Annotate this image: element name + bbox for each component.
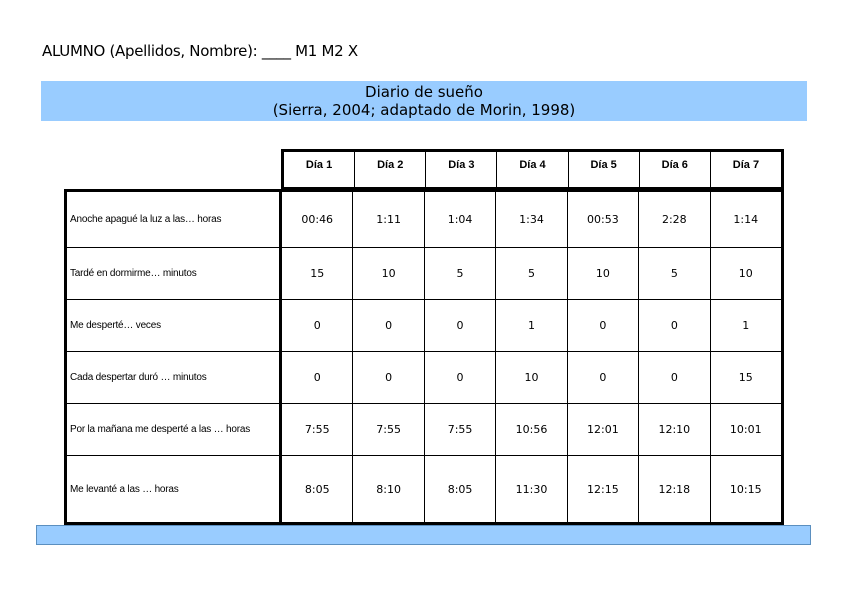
table-cell: 10:01 [710,404,781,455]
table-cell: 11:30 [495,456,566,522]
table-cell: 7:55 [424,404,495,455]
table-cell: 12:01 [567,404,638,455]
table-row-got-up [67,455,781,522]
table-cell: 0 [567,352,638,403]
row-label: Me levanté a las … horas [67,456,282,522]
day-header-row [281,149,784,189]
table-cell: 0 [313,371,321,384]
table-cell: 8:05 [304,482,330,496]
student-name-line: ALUMNO (Apellidos, Nombre): ____ M1 M2 X [42,42,358,60]
table-cell: 1:11 [352,192,423,247]
table-cell: 1:14 [710,192,781,247]
table-cell: 12:15 [567,456,638,522]
row-label: Cada despertar duró … minutos [67,352,282,403]
table-cell: 10 [495,352,566,403]
table-row-sleep-latency [67,247,781,299]
table-cell: 10:15 [710,456,781,522]
table-cell: 0 [567,300,638,351]
table-cell: 1:04 [424,192,495,247]
day-header-3: Día 3 [425,152,496,187]
diary-title: Diario de sueño [365,83,483,101]
footer-band [36,525,811,545]
table-cell: 5 [424,248,495,299]
day-header-5: Día 5 [568,152,639,187]
table-cell: 0 [638,352,709,403]
table-cell: 8:05 [424,456,495,522]
table-cell: 1:34 [495,192,566,247]
row-label: Me desperté… veces [67,300,282,351]
table-row-woke-up [67,403,781,455]
title-banner [41,81,807,121]
table-cell: 0 [424,300,495,351]
table-cell: 10 [352,248,423,299]
table-row-lights-off [67,192,781,247]
row-label: Tardé en dormirme… minutos [67,248,282,299]
table-row-awakening-duration [67,351,781,403]
table-cell: 5 [638,248,709,299]
row-label: Por la mañana me desperté a las … horas [67,404,282,455]
day-header-1: Día 1 [305,159,333,171]
diary-subtitle: (Sierra, 2004; adaptado de Morin, 1998) [272,101,576,119]
table-cell: 1 [495,300,566,351]
table-cell: 8:10 [352,456,423,522]
table-cell: 10:56 [495,404,566,455]
table-cell: 0 [352,300,423,351]
table-cell: 7:55 [304,423,330,436]
table-cell: 0 [352,352,423,403]
table-cell: 00:46 [301,213,334,226]
table-cell: 2:28 [638,192,709,247]
table-cell: 0 [313,319,321,332]
table-cell: 15 [310,267,325,280]
table-row-awakenings [67,299,781,351]
table-cell: 0 [424,352,495,403]
table-cell: 12:10 [638,404,709,455]
table-cell: 10 [567,248,638,299]
day-header-4: Día 4 [496,152,567,187]
table-cell: 10 [710,248,781,299]
table-cell: 00:53 [567,192,638,247]
day-header-2: Día 2 [354,152,425,187]
table-cell: 7:55 [352,404,423,455]
day-header-6: Día 6 [639,152,710,187]
sleep-diary-table [64,189,784,525]
table-cell: 12:18 [638,456,709,522]
table-cell: 0 [638,300,709,351]
row-label: Anoche apagué la luz a las… horas [67,192,282,247]
table-cell: 5 [495,248,566,299]
table-cell: 1 [710,300,781,351]
table-cell: 15 [710,352,781,403]
day-header-7: Día 7 [710,152,781,187]
